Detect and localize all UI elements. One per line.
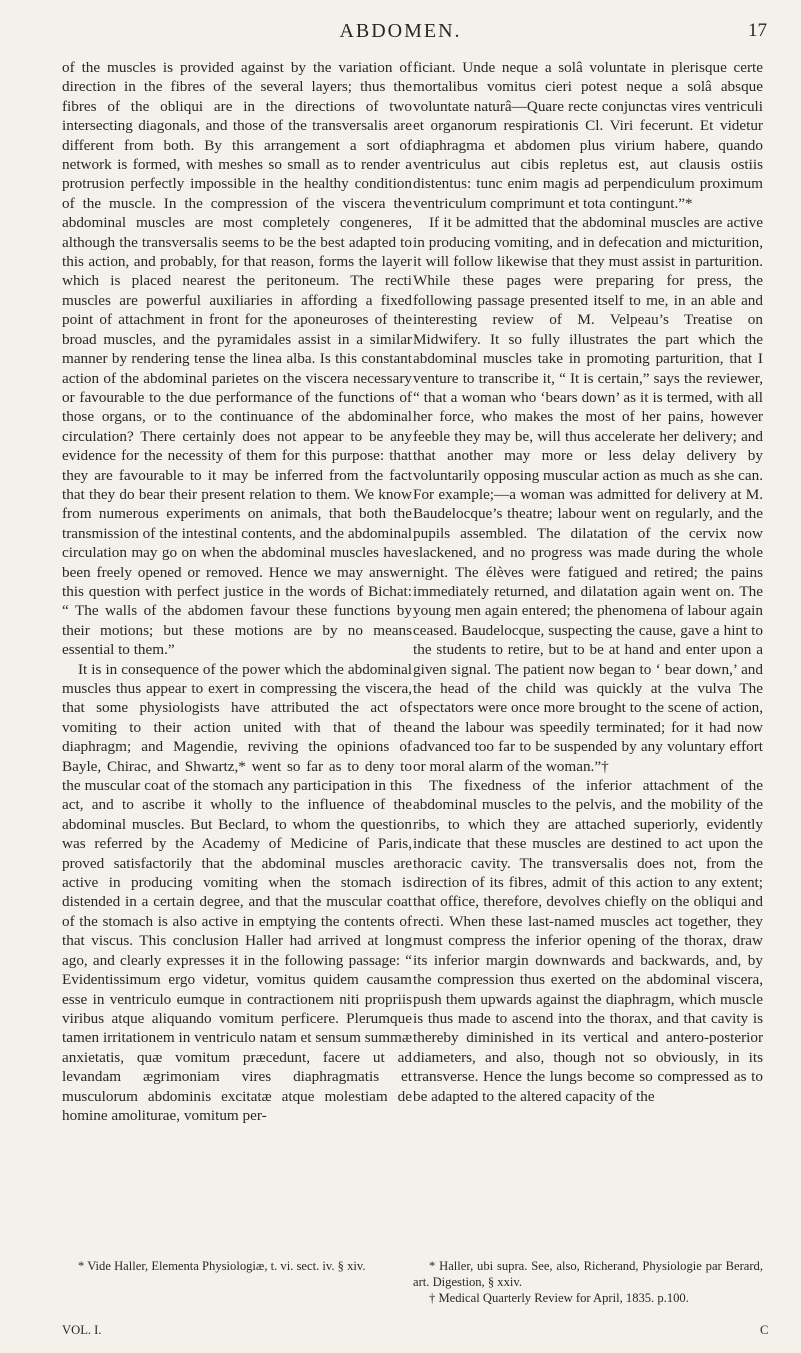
body-paragraph: It is in consequence of the power which the abdominal muscles thus appear to exert in compressing the viscera, that some physiologists have attributed the act of vomiting to their action united with that of the diaphragm; and Magendie, reviving the opinions of Bayle, Chirac, and Shwartz,* went so far as to deny to the muscular coat of the stomach any participation in this act, and to ascribe it wholly to the influence of the abdominal muscles. But Beclard, to whom the question was referred by the Academy of Medicine of Paris, proved satisfactorily that the abdominal muscles are active in producing vomiting when the stomach is distended in a certain degree, and that the muscular coat of the stomach is also active in emptying the contents of that viscus. This conclusion Haller had arrived at long ago, and clearly expresses it in the following passage: “ Evidentissimum ergo videtur, vomitus quidem causam esse in ventriculo eumque in contractionem niti propriis viribus atque aliquando vomitum perficere. Plerumque tamen irritationem in ventriculo natam et sensum summæ anxietatis, quæ vomitum præcedunt, facere ut ad levandam ægrimoniam vires diaphragmatis et musculorum abdominis excitatæ atque molestiam de homine amoliturae, vomitum per- — [62, 660, 412, 1124]
footnote: * Vide Haller, Elementa Physiologiæ, t. vi. sect. iv. § xiv. — [78, 1259, 366, 1273]
body-paragraph: The fixedness of the inferior attachment of the abdominal muscles to the pelvis, and the mobility of the ribs, to which they are attached superiorly, evidently indicate that these muscles are destined to act upon the thoracic cavity. The transversalis does not, from the direction of its fibres, admit of this action to any extent; that office, therefore, devolves chiefly on the obliqui and recti. When these last-named muscles act together, they must compress the inferior opening of the thorax, draw its inferior margin downwards and backwards, and, by the compression thus exerted on the abdominal viscera, push them upwards against the diaphragm, which muscle is thus made to ascend into the thorax, and that cavity is thereby diminished in its vertical and antero-posterior diameters, and also, though not so obviously, in its transverse. Hence the lungs become so compressed as to be adapted to the altered capacity of the — [413, 777, 763, 1105]
footnote: * Haller, ubi supra. See, also, Richerand, Physiologie par Berard, art. Digestion, § xxiv. — [413, 1259, 763, 1289]
left-column — [62, 58, 412, 1125]
page-number: 17 — [748, 20, 767, 41]
right-column — [413, 58, 763, 1106]
footnote: † Medical Quarterly Review for April, 1835. p.100. — [429, 1291, 689, 1305]
running-head — [0, 20, 801, 46]
running-title: ABDOMEN. — [339, 20, 462, 42]
body-paragraph: ficiant. Unde neque a solâ voluntate in plerisque certe mortalibus vomitus cieri potest neque a solâ absque voluntate naturâ—Quare recte conjunctas vires ventriculi et organorum respirationis Cl. Viri fecerunt. Et videtur diaphragma et abdomen plus virium habere, quando ventriculus aut cibis repletus est, aut clausis ostiis distentus: tunc enim magis ad perpendiculum proximum ventriculum comprimunt et tota contingunt.”* — [413, 59, 763, 212]
footnotes-left — [62, 1258, 412, 1274]
body-paragraph: If it be admitted that the abdominal muscles are active in producing vomiting, and in defecation and micturition, it will follow likewise that they must assist in parturition. While these pages were preparing for press, the following passage presented itself to me, in an able and interesting review of M. Velpeau’s Treatise on Midwifery. It so fully illustrates the part which the abdominal muscles take in promoting parturition, that I venture to transcribe it, “ It is certain,” says the reviewer, “ that a woman who ‘bears down’ as it is termed, with all her force, who makes the most of her pains, however feeble they may be, will thus accelerate her delivery; and that another may more or less delay delivery by voluntarily opposing muscular action as much as she can. For example;—a woman was admitted for delivery at M. Baudelocque’s theatre; labour went on regularly, and the pupils assembled. The dilatation of the cervix now slackened, and no progress was made during the whole night. The élèves were fatigued and retired; the pains immediately returned, and dilatation again went on. The young men again entered; the phenomena of labour again ceased. Baudelocque, suspecting the cause, gave a hint to the students to retire, but to be at hand and enter upon a given signal. The patient now began to ‘ bear down,’ and the head of the child was quickly at the vulva The spectators were once more brought to the scene of action, and the labour was speedily terminated; for it had now advanced too far to be suspended by any voluntary effort or moral alarm of the woman.”† — [413, 214, 763, 775]
body-paragraph: of the muscles is provided against by the variation of direction in the fibres of the several layers; thus the fibres of the obliqui are in the directions of two intersecting diagonals, and those of the transversalis are different from both. By this arrangement a sort of network is formed, with meshes so small as to render a protrusion perfectly impossible in the healthy condition of the muscle. In the compression of the viscera the abdominal muscles are most completely congeneres, although the transversalis seems to be the best adapted to this action, and probably, for that reason, forms the layer which is placed nearest the peritoneum. The recti muscles are powerful auxiliaries in affording a fixed point of attachment in front for the aponeuroses of the broad muscles, and the pyramidales assist in a similar manner by rendering tense the linea alba. Is this constant action of the abdominal parietes on the viscera necessary or favourable to the due performance of the functions of those organs, or to the continuance of the abdominal circulation? There certainly does not appear to be any evidence for the necessity of them for this purpose: that they are favourable to it may be inferred from the fact that they do bear their present relation to them. We know from numerous experiments on animals, that both the transmission of the intestinal contents, and the abdominal circulation may go on when the abdominal muscles have been freely opened or removed. Hence we may answer this question with perfect justice in the words of Bichat: “ The walls of the abdomen favour these functions by their motions; but these motions are by no means essential to them.” — [62, 59, 412, 659]
volume-signature: VOL. I. — [62, 1323, 102, 1337]
gathering-signature: C — [760, 1323, 769, 1337]
footnotes-right — [413, 1258, 763, 1306]
